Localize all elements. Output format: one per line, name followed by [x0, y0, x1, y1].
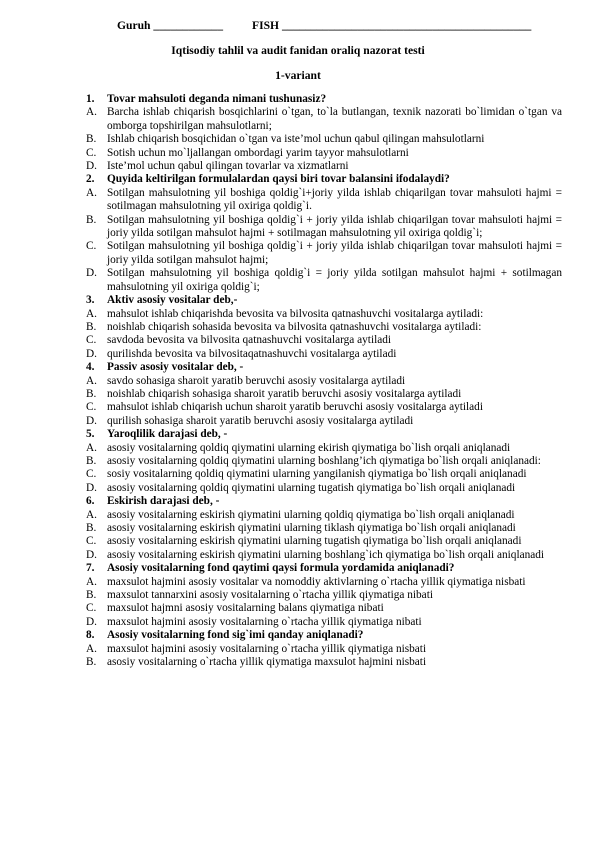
option-text: maxsulot hajmni asosiy vositalarning balans qiymatiga nibati — [107, 602, 384, 615]
option-letter: C. — [86, 146, 97, 159]
answer-option — [86, 455, 562, 468]
answer-option — [86, 321, 562, 334]
option-letter: D. — [86, 481, 97, 494]
answer-option — [86, 147, 562, 160]
option-letter: D. — [86, 347, 97, 360]
answer-option — [86, 334, 562, 347]
question-1 — [86, 93, 562, 106]
option-letter: B. — [86, 656, 97, 669]
option-text: sosiy vositalarning qoldiq qiymatini ularning yangilanish qiymatiga bo`lish orqali aniqlanadi — [107, 468, 527, 481]
option-text: Barcha ishlab chiqarish bosqichlarini o`tgan, to`la butlangan, texnik nazorati bo`limidan o`tgan va omborga topshirilgan mahsulotlarni; — [107, 106, 562, 132]
option-text: asosiy vositalarning eskirish qiymatini ularning tugatish qiymatiga bo`lish orqali aniqlanadi — [107, 535, 522, 548]
option-letter: D. — [86, 414, 97, 427]
page-header — [0, 19, 596, 35]
answer-option — [86, 522, 562, 535]
option-text: qurilish sohasiga sharoit yaratib beruvchi asosiy vositalarga aytiladi — [107, 414, 414, 427]
option-letter: B. — [86, 133, 97, 146]
option-letter: B. — [86, 454, 97, 467]
variant-label: 1-variant — [275, 69, 321, 82]
option-text: maxsulot hajmini asosiy vositalar va nomoddiy aktivlarning o`rtacha yillik qiymatiga nisbati — [107, 575, 526, 588]
option-text: qurilishda bevosita va bilvositaqatnashuvchi vositalarga aytiladi — [107, 347, 397, 360]
option-letter: B. — [86, 589, 97, 602]
option-letter: A. — [86, 642, 97, 655]
option-letter: A. — [86, 575, 97, 588]
answer-option — [86, 549, 562, 562]
answer-option — [86, 388, 562, 401]
question-number: 3. — [86, 294, 95, 307]
question-number: 4. — [86, 361, 95, 374]
option-text: Sotilgan mahsulotning yil boshiga qoldig`i + joriy yilda ishlab chiqarilgan tovar mahsuloti hajmi = joriy yilda sotilgan mahsulot hajmi; — [107, 240, 562, 266]
question-6 — [86, 495, 562, 508]
group-field — [117, 19, 223, 32]
answer-option — [86, 308, 562, 321]
option-text: maxsulot hajmini asosiy vositalarning o`rtacha yillik qiymatiga nibati — [107, 615, 422, 628]
option-text: Sotilgan mahsulotning yil boshiga qoldig`i + joriy yilda ishlab chiqarilgan tovar mahsuloti hajmi = joriy yilda sotilgan mahsulot hajmi + sotilmagan mahsulotning yil oxiriga qoldig`i; — [107, 213, 562, 240]
option-text: savdoda bevosita va bilvosita qatnashuvchi vositalarga aytiladi — [107, 334, 392, 347]
option-letter: B. — [86, 387, 97, 400]
option-text: Sotish uchun mo`ljallangan ombordagi yarim tayyor mahsulotlarni — [107, 146, 409, 159]
option-text: maxsulot tannarxini asosiy vositalarning o`rtacha yillik qiymatiga nibati — [107, 589, 433, 602]
option-letter: C. — [86, 334, 97, 347]
option-letter: D. — [86, 548, 97, 561]
option-text: Sotilgan mahsulotning yil boshiga qoldig`i+joriy yilda ishlab chiqarilgan tovar mahsuloti hajmi = sotilmagan mahsulotning yil oxiriga qoldig`i. — [107, 186, 562, 213]
question-number: 2. — [86, 173, 95, 186]
answer-option — [86, 589, 562, 602]
answer-option — [86, 267, 562, 294]
question-number: 8. — [86, 629, 95, 642]
group-blank: ____________ — [153, 19, 223, 32]
option-letter: C. — [86, 240, 97, 253]
option-text: asosiy vositalarning eskirish qiymatini ularning qoldiq qiymatiga bo`lish orqali aniqlanadi — [107, 508, 515, 521]
answer-option — [86, 535, 562, 548]
question-8 — [86, 629, 562, 642]
option-letter: D. — [86, 615, 97, 628]
option-letter: B. — [86, 213, 97, 226]
answer-option — [86, 602, 562, 615]
option-letter: A. — [86, 106, 97, 119]
question-text: Tovar mahsuloti deganda nimani tushunasiz? — [107, 93, 327, 105]
answer-option — [86, 576, 562, 589]
answer-option — [86, 509, 562, 522]
option-letter: D. — [86, 160, 97, 173]
questions-list — [86, 93, 562, 669]
option-letter: D. — [86, 267, 97, 280]
question-2 — [86, 173, 562, 186]
answer-option — [86, 133, 562, 146]
question-text: Eskirish darajasi deb, - — [107, 495, 220, 508]
option-text: asosiy vositalarning eskirish qiymatini ularning boshlang`ich qiymatiga bo`lish orqali aniqlanadi — [107, 548, 545, 561]
question-5 — [86, 428, 562, 441]
option-text: asosiy vositalarning qoldiq qiymatini ularning ekirish qiymatiga bo`lish orqali aniqlanadi — [107, 441, 511, 454]
option-text: savdo sohasiga sharoit yaratib beruvchi asosiy vositalarga aytiladi — [107, 374, 406, 387]
option-letter: B. — [86, 320, 97, 333]
name-label: FISH — [252, 19, 280, 32]
question-number: 5. — [86, 428, 95, 441]
option-text: asosiy vositalarning qoldiq qiymatini ularning tugatish qiymatiga bo`lish orqali aniqlanadi — [107, 481, 516, 494]
option-letter: A. — [86, 307, 97, 320]
option-text: noishlab chiqarish sohasiga sharoit yaratib beruvchi asosiy vositalarga aytiladi — [107, 387, 462, 400]
option-text: asosiy vositalarning qoldiq qiymatini ularning boshlang’ich qiymatiga bo`lish orqali aniqlanadi: — [107, 454, 541, 467]
answer-option — [86, 442, 562, 455]
question-4 — [86, 361, 562, 374]
option-text: mahsulot ishlab chiqarishda bevosita va bilvosita qatnashuvchi vositalarga aytiladi: — [107, 307, 484, 320]
question-number: 1. — [86, 93, 95, 105]
answer-option — [86, 214, 562, 241]
answer-option — [86, 482, 562, 495]
option-text: asosiy vositalarning o`rtacha yillik qiymatiga maxsulot hajmini nisbati — [107, 656, 427, 669]
option-letter: C. — [86, 401, 97, 414]
answer-option — [86, 656, 562, 669]
option-letter: A. — [86, 374, 97, 387]
answer-option — [86, 187, 562, 214]
name-blank: ___________________________________________ — [281, 19, 532, 32]
question-text: Yaroqlilik darajasi deb, - — [107, 428, 228, 441]
option-text: maxsulot hajmini asosiy vositalarning o`rtacha yillik qiymatiga nisbati — [107, 642, 427, 655]
name-field — [252, 19, 531, 32]
option-letter: A. — [86, 186, 97, 199]
group-label: Guruh — [117, 19, 151, 32]
option-text: Iste’mol uchun qabul qilingan tovarlar va xizmatlarni — [107, 160, 349, 173]
question-text: Asosiy vositalarning fond qaytimi qaysi formula yordamida aniqlanadi? — [107, 562, 455, 575]
answer-option — [86, 468, 562, 481]
answer-option — [86, 106, 562, 133]
option-letter: C. — [86, 535, 97, 548]
option-letter: B. — [86, 522, 97, 534]
answer-option — [86, 643, 562, 656]
question-number: 6. — [86, 495, 95, 508]
option-letter: A. — [86, 508, 97, 521]
question-7 — [86, 562, 562, 575]
question-text: Aktiv asosiy vositalar deb,- — [107, 294, 238, 307]
question-text: Quyida keltirilgan formulalardan qaysi biri tovar balansini ifodalaydi? — [107, 173, 450, 186]
document-title: Iqtisodiy tahlil va audit fanidan oraliq nazorat testi — [171, 44, 425, 57]
option-text: mahsulot ishlab chiqarish uchun sharoit yaratib beruvchi asosiy vositalarga aytiladi — [107, 401, 483, 414]
answer-option — [86, 348, 562, 361]
option-text: noishlab chiqarish sohasida bevosita va bilvosita qatnashuvchi vositalarga aytiladi: — [107, 320, 482, 333]
answer-option — [86, 240, 562, 267]
option-text: Sotilgan mahsulotning yil boshiga qoldig`i = joriy yilda sotilgan mahsulot hajmi + sotilmagan mahsulotning yil oxiriga qoldig`i; — [107, 267, 562, 293]
answer-option — [86, 616, 562, 629]
option-text: Ishlab chiqarish bosqichidan o`tgan va iste’mol uchun qabul qilingan mahsulotlarni — [107, 133, 485, 146]
question-number: 7. — [86, 562, 95, 575]
answer-option — [86, 401, 562, 414]
answer-option — [86, 375, 562, 388]
answer-option — [86, 415, 562, 428]
question-3 — [86, 294, 562, 307]
option-letter: C. — [86, 602, 97, 615]
answer-option — [86, 160, 562, 173]
option-text: asosiy vositalarning eskirish qiymatini ularning tiklash qiymatiga bo`lish orqali aniqlanadi — [107, 522, 516, 534]
question-text: Asosiy vositalarning fond sig`imi qanday aniqlanadi? — [107, 629, 364, 642]
option-letter: A. — [86, 441, 97, 454]
option-letter: C. — [86, 468, 97, 481]
question-text: Passiv asosiy vositalar deb, - — [107, 361, 244, 374]
